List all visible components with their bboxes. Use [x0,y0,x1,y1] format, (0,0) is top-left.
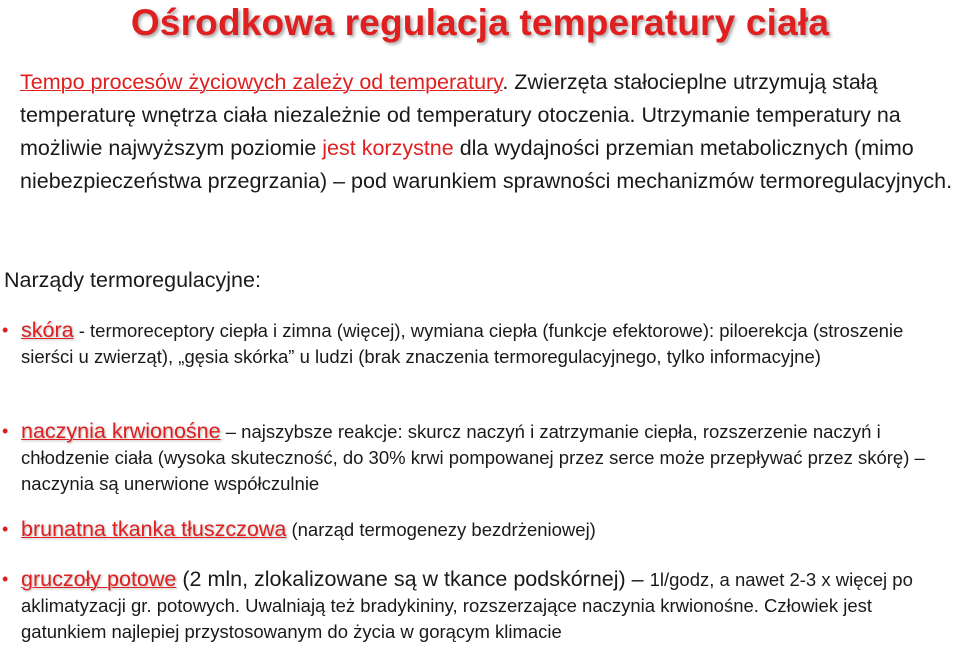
bullet-text: – najszybsze reakcje: skurcz naczyń i zatrzymanie ciepła, rozszerzenie naczyń i chłodzenie ciała (wysoka skuteczność, do 30% krwi pompowanej przez serce może przepływać przez skórę) – naczynia są unerwione współczulnie [21,421,925,494]
bullet-dot-icon: • [2,320,9,340]
bullet-text: - termoreceptory ciepła i zimna (więcej), wymiana ciepła (funkcje efektorowe): piloerekcja (stroszenie sierści u zwierząt), „gęsia skórka” u ludzi (brak znaczenia termoregulacyjnego, tylko informacyjne) [21,320,904,367]
bullet-item-skora [0,317,958,370]
bullet-item-brunatna [0,516,958,543]
intro-text-2b: dla wydajności przemian metabolicznych (mimo niebezpieczeństwa przegrzania) – pod warunkiem sprawności mechanizmów termoregulacyjnych. [20,136,953,193]
bullet-text: (narząd termogenezy bezdrżeniowej) [286,519,596,540]
bullet-text: 1l/godz, a nawet 2-3 x więcej po aklimatyzacji gr. potowych. Uwalniają też bradykininy, rozszerzające naczynia krwionośne. Człowiek jest gatunkiem najlepiej przystosowanym do życia w gorącym klimacie [21,569,913,642]
intro-highlight-korzystne: jest korzystne [322,136,454,160]
bullet-keyword: brunatna tkanka tłuszczowa [21,517,287,541]
bullet-dot-icon: • [2,519,9,539]
slide-title: Ośrodkowa regulacja temperatury ciała [130,2,830,43]
bullet-keyword: gruczoły potowe [21,567,177,591]
intro-text-2a: Utrzymanie temperatury na możliwie najwyższym poziomie [20,103,901,160]
bullet-item-gruczoly [0,566,958,645]
bullet-text-large: (2 mln, zlokalizowane są w tkance podskórnej) – [176,567,650,591]
bullet-item-naczynia [0,418,958,497]
bullet-keyword: naczynia krwionośne [21,419,221,443]
bullet-dot-icon: • [2,421,9,441]
section-heading: Narządy termoregulacyjne: [4,268,261,292]
intro-highlight-tempo: Tempo procesów życiowych zależy od temperatury [20,70,503,94]
intro-text-1: . Zwierzęta stałocieplne utrzymują stałą temperaturę wnętrza ciała niezależnie od temperatury otoczenia. [20,70,878,127]
bullet-dot-icon: • [2,569,9,589]
bullet-keyword: skóra [21,318,74,342]
intro-paragraph [20,66,955,198]
